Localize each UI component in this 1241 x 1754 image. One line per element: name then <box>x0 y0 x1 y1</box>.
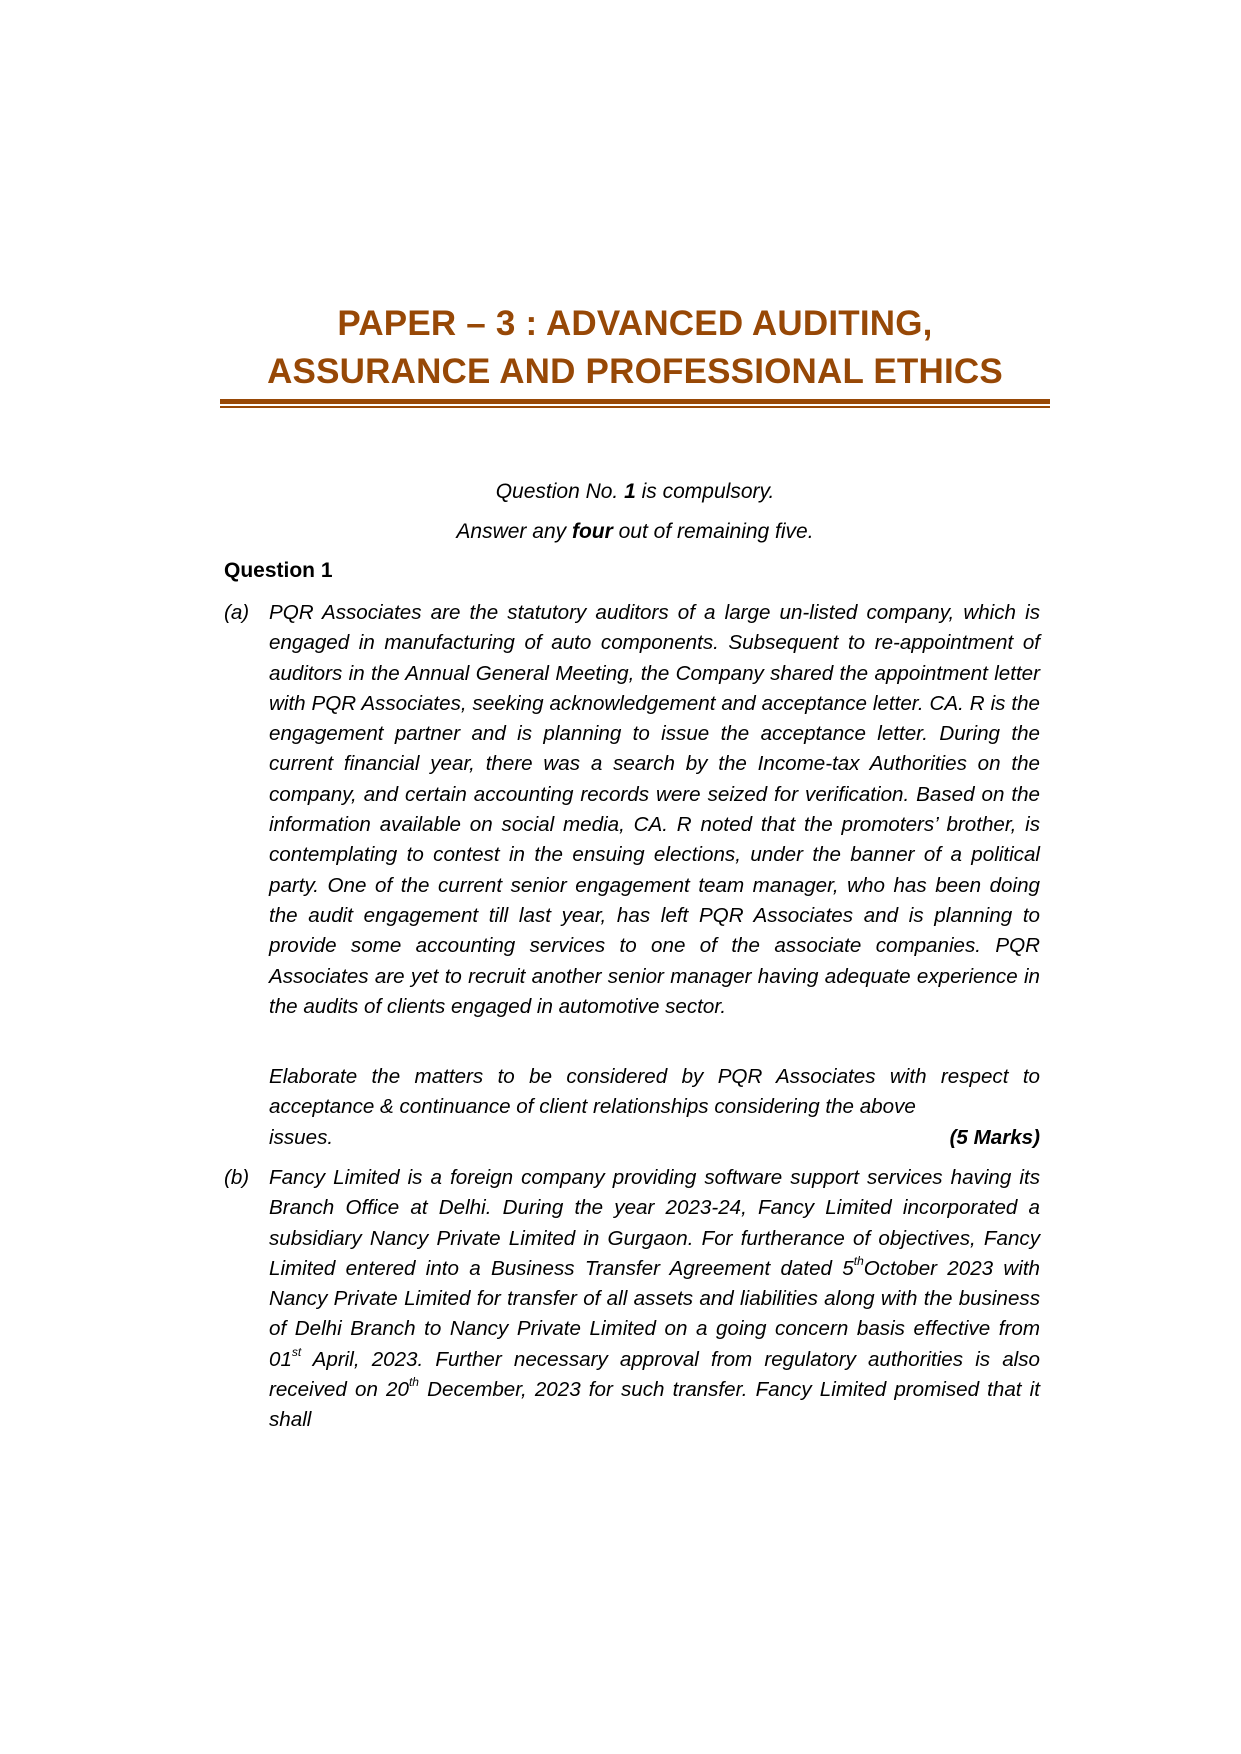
instruction-1-text-end: is compulsory. <box>635 480 775 503</box>
instruction-2-text-end: out of remaining five. <box>612 520 814 543</box>
part-a-scenario: PQR Associates are the statutory auditors of a large un-listed company, which is engaged in manufacturing of auto components. Subsequent to re-appointment of auditors in the Annual General Meeting, the Company shared the appointment letter with PQR Associates, seeking acknowledgement and acceptance letter. CA. R is the engagement partner and is planning to issue the acceptance letter. During the current financial year, there was a search by the Income-tax Authorities on the company, and certain accounting records were seized for verification. Based on the information available on social media, CA. R noted that the promoters’ brother, is contemplating to contest in the ensuing elections, under the banner of a political party. One of the current senior engagement team manager, who has been doing the audit engagement till last year, has left PQR Associates and is planning to provide some accounting services to one of the associate companies. PQR Associates are yet to recruit another senior manager having adequate experience in the audits of clients engaged in automotive sector. <box>269 601 1040 1018</box>
instruction-2-text: Answer any <box>456 520 572 543</box>
instruction-line-1 <box>220 472 1050 512</box>
part-a-marks-line <box>269 1123 1040 1153</box>
title-underline-thick <box>220 399 1050 404</box>
part-b-text-2: October 2023 with Nancy Private Limited for transfer of all assets and liabilities along with the business of Delhi Branch to Nancy Private Limited on a going concern basis effective from 01 <box>269 1256 1041 1371</box>
part-b-ordinal-2: st <box>291 1344 302 1359</box>
question-part-a <box>224 598 1040 1022</box>
question-heading: Question 1 <box>224 559 333 582</box>
part-b-text-4: December, 2023 for such transfer. Fancy Limited promised that it shall <box>269 1378 1040 1432</box>
instruction-1-text: Question No. <box>495 480 625 503</box>
instruction-2-emphasis: four <box>571 520 613 543</box>
part-b-label: (b) <box>224 1166 250 1189</box>
paper-title-line-2: ASSURANCE AND PROFESSIONAL ETHICS <box>267 352 1003 391</box>
part-b-ordinal-3: th <box>408 1375 419 1390</box>
question-part-b <box>224 1163 1040 1436</box>
paper-title <box>220 300 1050 396</box>
part-a-label: (a) <box>224 601 250 624</box>
part-b-scenario <box>269 1163 1040 1436</box>
exam-instructions <box>220 472 1050 552</box>
instruction-line-2 <box>220 512 1050 552</box>
title-underline-thin <box>220 406 1050 408</box>
part-b-text-3: April, 2023. Further necessary approval from regulatory authorities is also received on 20 <box>269 1347 1040 1402</box>
part-a-requirement: Elaborate the matters to be considered by PQR Associates with respect to acceptance & continuance of client relationships considering the above <box>269 1065 1040 1119</box>
part-a-requirement-end: issues. <box>269 1125 334 1149</box>
instruction-1-emphasis: 1 <box>624 480 636 503</box>
part-b-text-1: Fancy Limited is a foreign company providing software support services having its Branch Office at Delhi. During the year 2023-24, Fancy Limited incorporated a subsidiary Nancy Private Limited in Gurgaon. For furtherance of objectives, Fancy Limited entered into a Business Transfer Agreement dated 5 <box>269 1166 1040 1280</box>
part-a-marks: (5 Marks) <box>949 1125 1040 1149</box>
question-part-a-task <box>224 1062 1040 1153</box>
paper-title-line-1: PAPER – 3 : ADVANCED AUDITING, <box>337 304 933 343</box>
part-b-ordinal-1: th <box>853 1254 864 1269</box>
